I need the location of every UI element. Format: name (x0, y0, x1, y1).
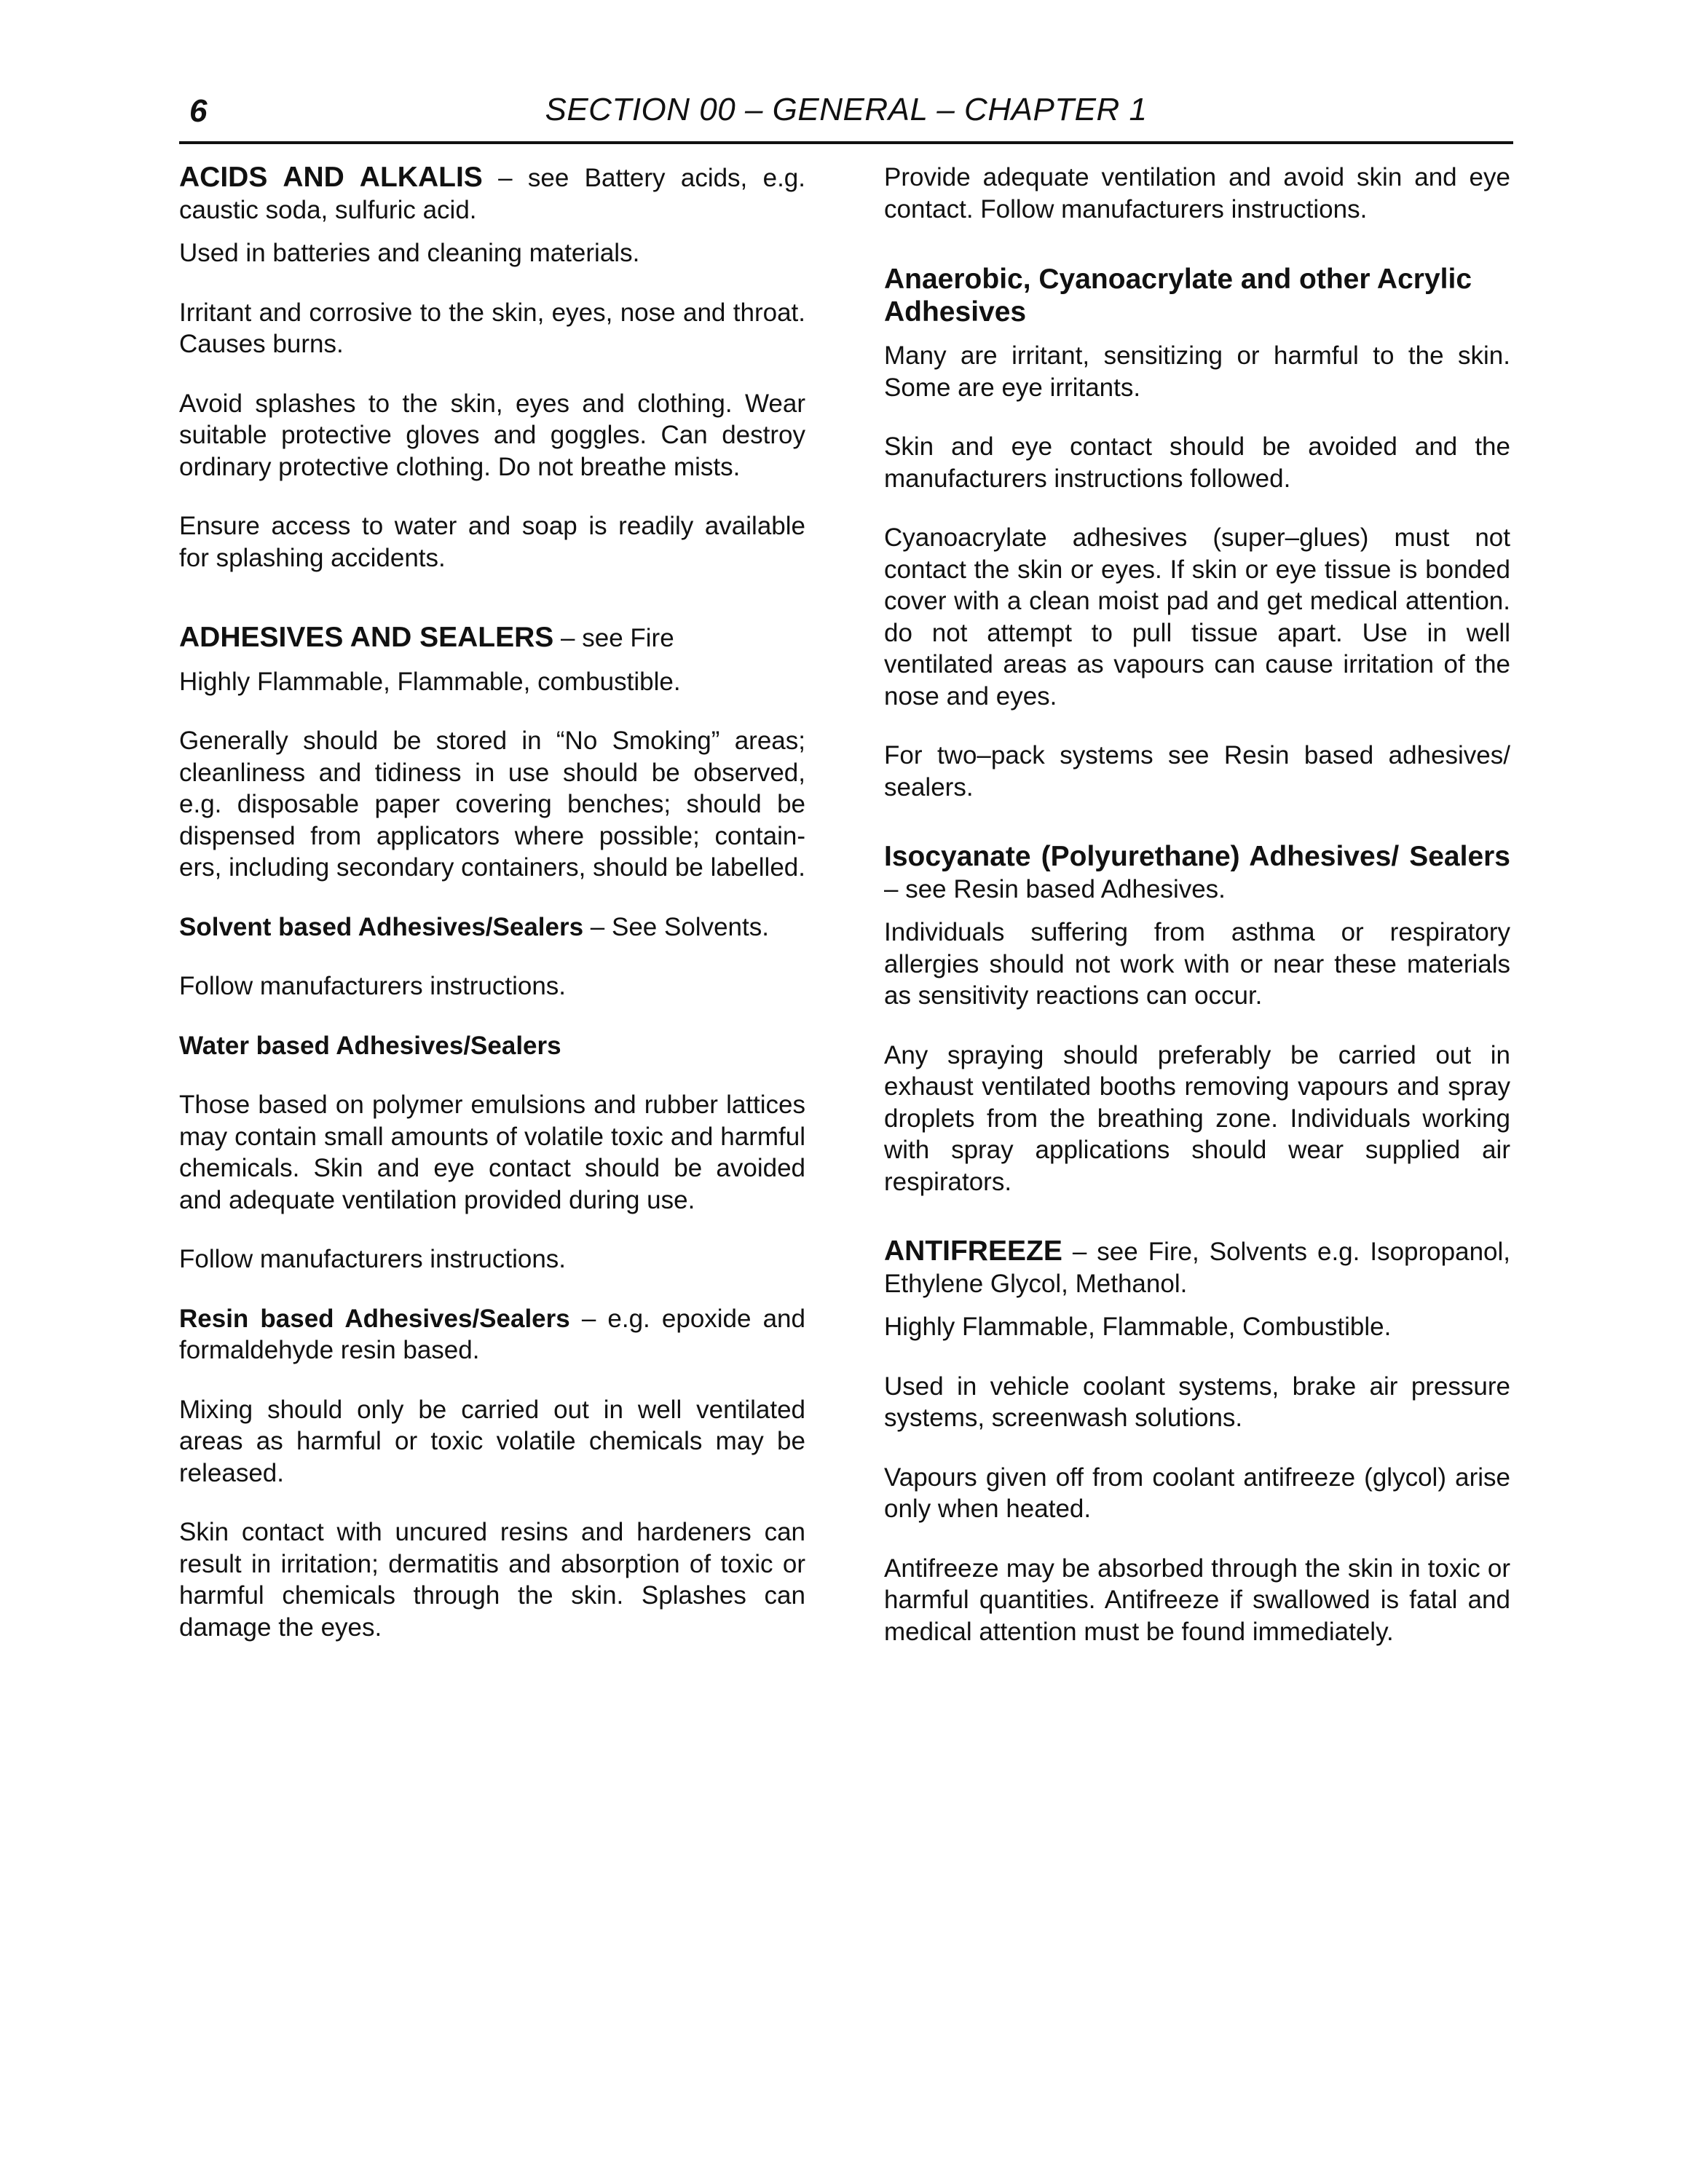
anaerobic-paragraph: For two–pack systems see Resin based adhesives/ sealers. (884, 741, 1510, 802)
water-paragraph: Follow manufacturers instructions. (179, 1245, 567, 1273)
acids-paragraph: Used in batteries and cleaning materials. (179, 239, 640, 267)
isocyanate-paragraph: Any spraying should preferably be carried out in exhaust ventilated booths removing vapours and spray droplets from the breathing zone. Individuals working with spray applications should wear supplied air respirators. (884, 1040, 1510, 1196)
intro-paragraph: Provide adequate ventilation and avoid skin and eye contact. Follow manufacturers instructions. (884, 163, 1510, 223)
antifreeze-paragraph: Used in vehicle coolant systems, brake air pressure systems, screenwash solutions. (884, 1372, 1510, 1432)
resin-heading-tail: – e.g. epoxide and formaldehyde resin based. (179, 1304, 805, 1364)
adhesives-paragraph: Generally should be stored in “No Smoking” areas; cleanliness and tidiness in use should be observed, e.g. disposable paper covering benches; should be dispensed from applicators where possible; contain-ers, including secondary containers, should be labelled. (179, 727, 805, 882)
acids-heading: ACIDS AND ALKALIS (179, 162, 483, 193)
antifreeze-heading-paragraph (884, 1235, 1510, 1299)
resin-paragraph: Mixing should only be carried out in well ventilated areas as harmful or toxic volatile chemicals may be released. (179, 1395, 805, 1487)
anaerobic-paragraph: Many are irritant, sensitizing or harmful to the skin. Some are eye irritants. (884, 341, 1510, 402)
isocyanate-paragraph: Individuals suffering from asthma or respiratory allergies should not work with or near these materials as sensitivity reactions can occur. (884, 918, 1510, 1010)
antifreeze-paragraph: Highly Flammable, Flammable, Combustible. (884, 1313, 1392, 1341)
isocyanate-heading: Isocyanate (Polyurethane) Adhesives/ Sealers (884, 841, 1510, 872)
antifreeze-paragraph: Antifreeze may be absorbed through the skin in toxic or harmful quantities. Antifreeze if swallowed is fatal and medical attention must be found immediately. (884, 1554, 1510, 1646)
anaerobic-paragraph: Cyanoacrylate adhesives (super–glues) must not contact the skin or eyes. If skin or eye tissue is bonded cover with a clean moist pad and get medical attention. do not attempt to pull tissue apart. Use in well ventilated areas as vapours can cause irritation of the nose and eyes. (884, 523, 1510, 711)
adhesives-heading: ADHESIVES AND SEALERS (179, 622, 554, 653)
resin-heading: Resin based Adhesives/Sealers (179, 1304, 570, 1333)
section-title: SECTION 00 – GENERAL – CHAPTER 1 (545, 92, 1148, 127)
water-heading: Water based Adhesives/Sealers (179, 1031, 561, 1060)
antifreeze-paragraph: Vapours given off from coolant antifreeze (glycol) arise only when heated. (884, 1463, 1510, 1523)
solvent-heading-paragraph (179, 911, 805, 943)
page-number: 6 (189, 93, 208, 129)
antifreeze-heading-tail: – see Fire, Solvents e.g. Isopropanol, Ethylene Glycol, Methanol. (884, 1238, 1510, 1298)
left-column (179, 162, 805, 1671)
adhesives-paragraph: Highly Flammable, Flammable, combustible. (179, 667, 681, 696)
isocyanate-heading-paragraph (884, 841, 1510, 905)
solvent-heading-tail: – See Solvents. (583, 912, 769, 941)
acids-heading-paragraph (179, 162, 805, 226)
acids-paragraph: Ensure access to water and soap is readily available for splashing accidents. (179, 512, 805, 572)
water-paragraph: Those based on polymer emulsions and rubber lattices may contain small amounts of volatile toxic and harmful chemicals. Skin and eye contact should be avoided and adequate ventilation provided during use. (179, 1091, 805, 1214)
resin-paragraph: Skin contact with uncured resins and hardeners can result in irritation; dermatitis and absorption of toxic or harmful chemicals through the skin. Splashes can damage the eyes. (179, 1518, 805, 1642)
resin-heading-paragraph (179, 1303, 805, 1366)
solvent-paragraph: Follow manufacturers instructions. (179, 972, 567, 1000)
anaerobic-heading: Anaerobic, Cyanoacrylate and other Acrylic Adhesives (884, 264, 1472, 328)
isocyanate-heading-tail: – see Resin based Adhesives. (884, 874, 1226, 903)
acids-paragraph: Irritant and corrosive to the skin, eyes, nose and throat. Causes burns. (179, 298, 805, 358)
adhesives-heading-tail: – see Fire (553, 624, 674, 652)
solvent-heading: Solvent based Adhesives/Sealers (179, 912, 584, 941)
acids-paragraph: Avoid splashes to the skin, eyes and clothing. Wear suitable protective gloves and goggles. Can destroy ordinary protective clothing. Do not breathe mists. (179, 389, 805, 481)
water-heading-paragraph (179, 1030, 805, 1062)
page-header (179, 92, 1513, 144)
adhesives-heading-paragraph (179, 622, 805, 654)
anaerobic-paragraph: Skin and eye contact should be avoided and the manufacturers instructions followed. (884, 432, 1510, 493)
right-column (884, 162, 1510, 1675)
acids-heading-tail: – see Battery acids, e.g. caustic soda, sulfuric acid. (179, 164, 805, 224)
antifreeze-heading: ANTIFREEZE (884, 1235, 1062, 1267)
